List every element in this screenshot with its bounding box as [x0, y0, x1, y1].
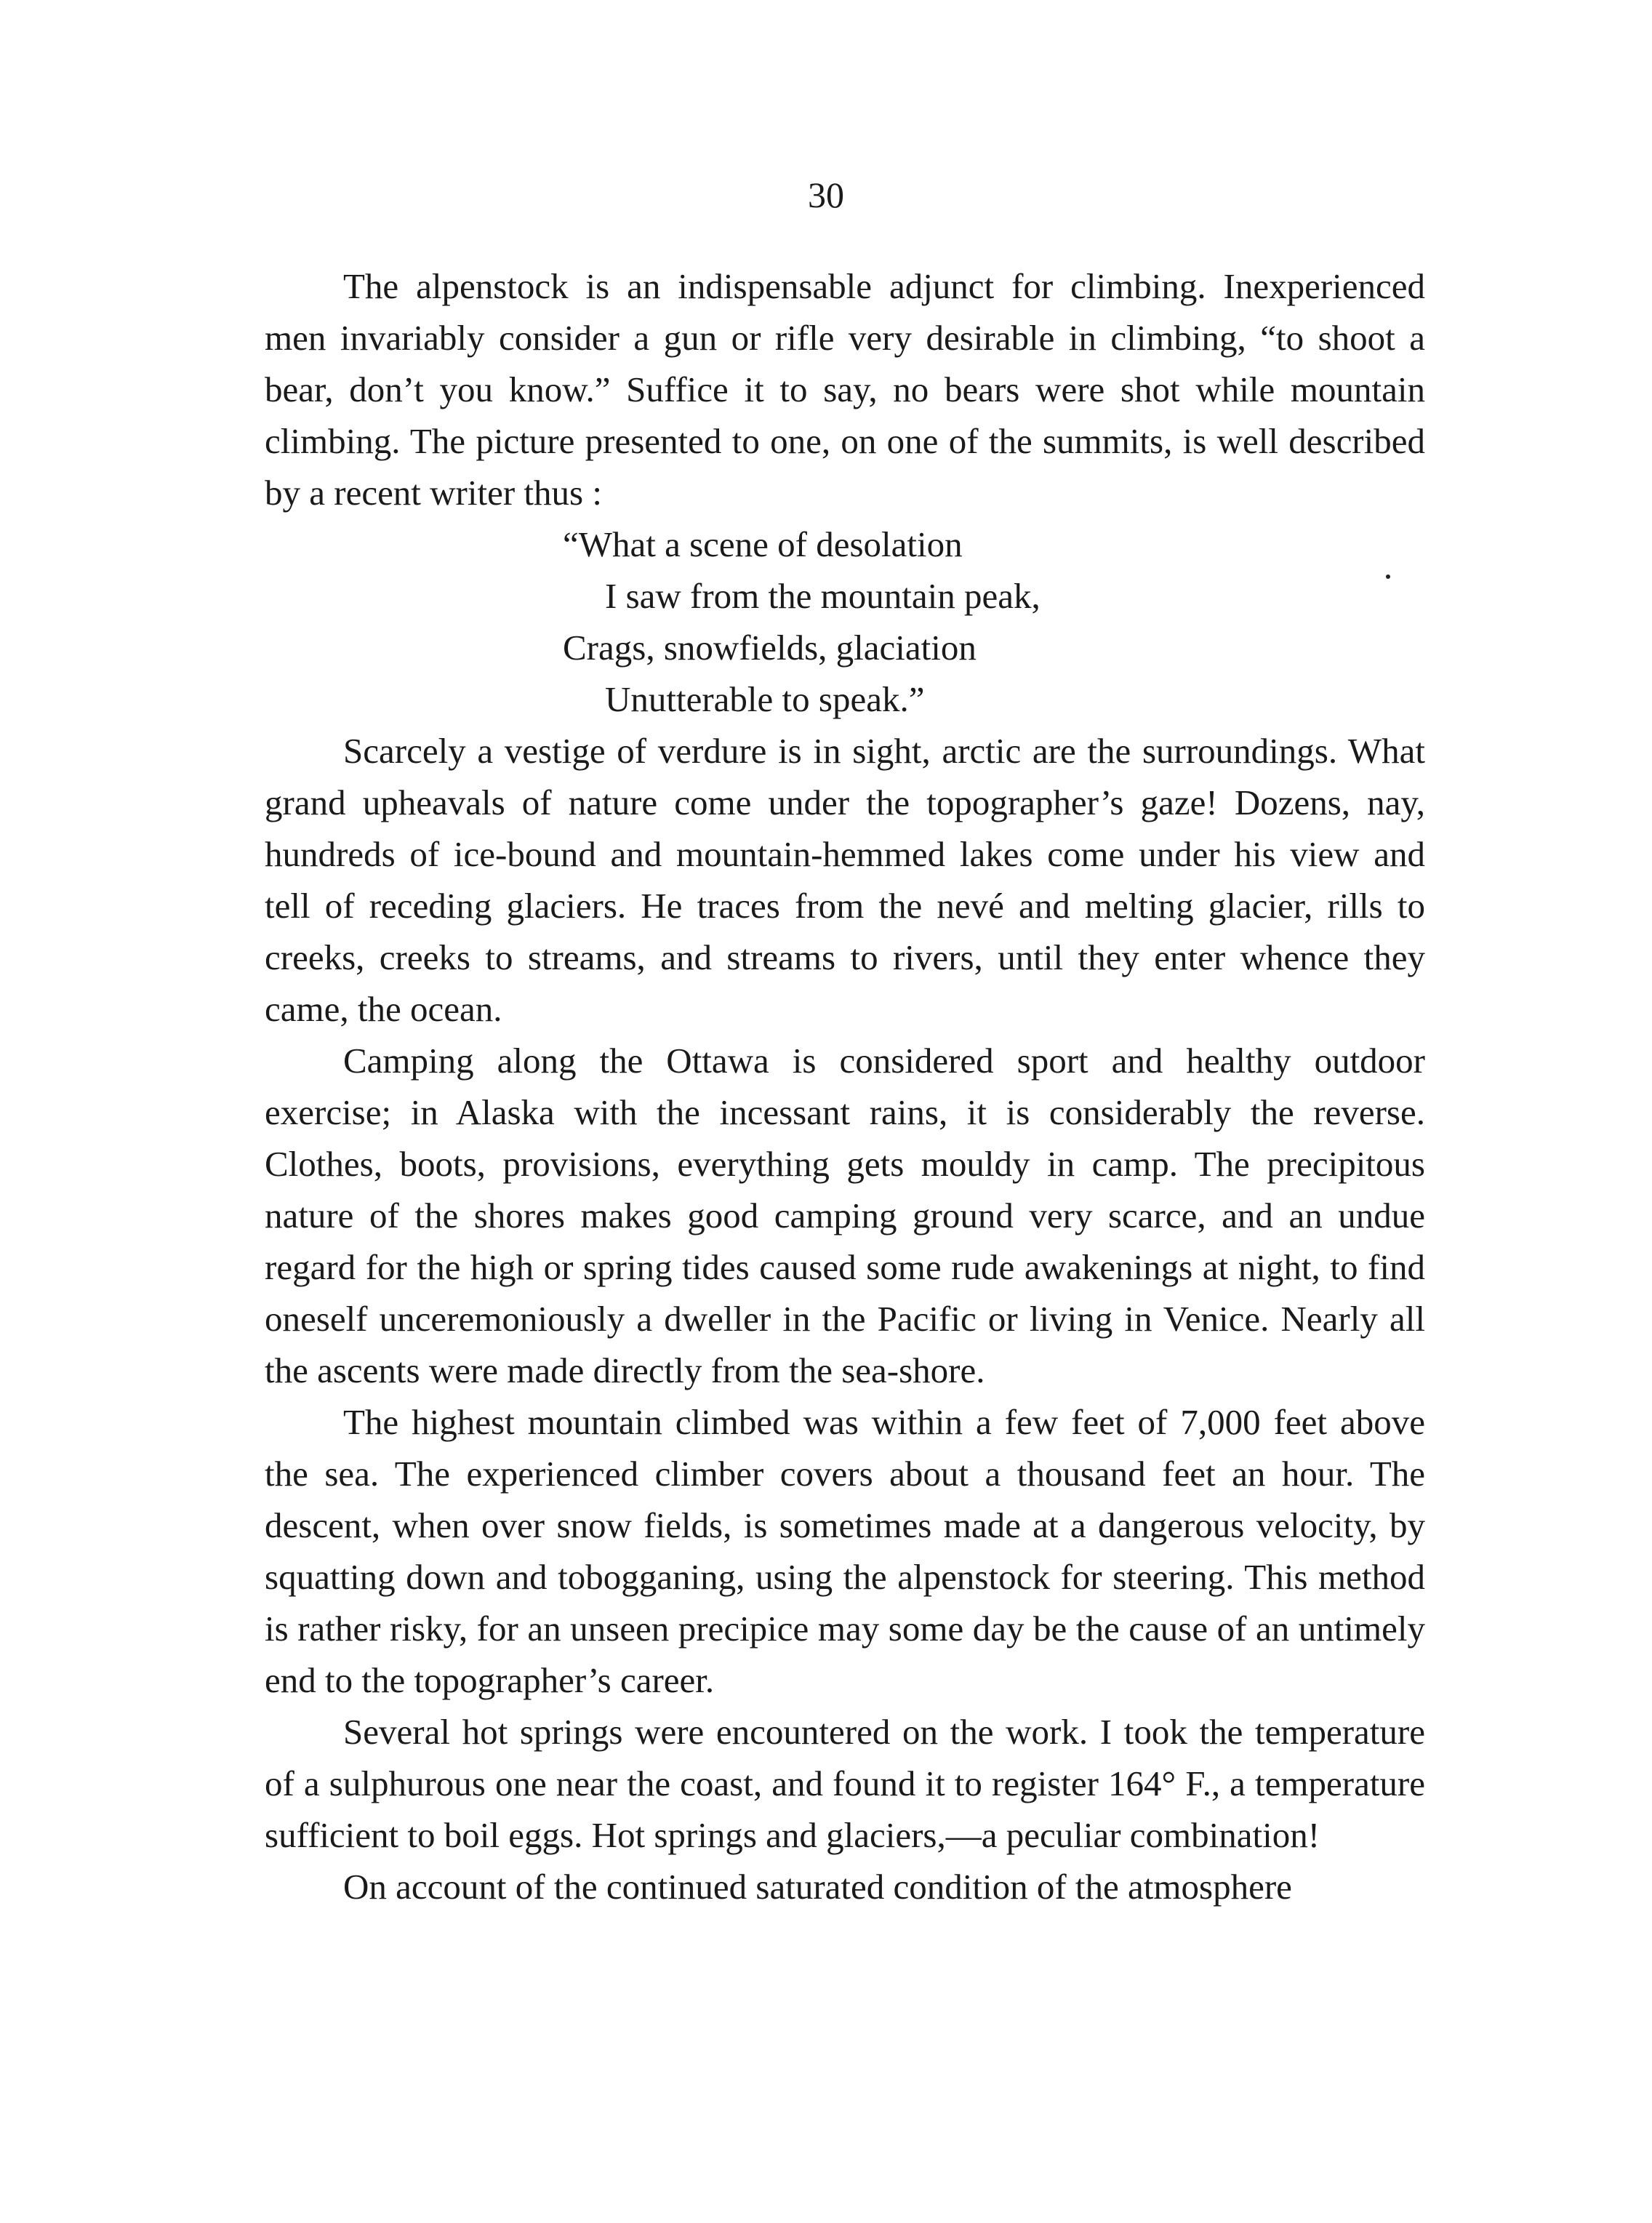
quoted-poem	[563, 518, 1425, 725]
paragraph-camping: Camping along the Ottawa is considered sport and healthy outdoor exercise; in Alaska with the incessant rains, it is considerably the reverse. Clothes, boots, provisions, everything gets mouldy in camp. The precipitous nature of the shores makes good camping ground very scarce, and an undue regard for the high or spring tides caused some rude awakenings at night, to find oneself unceremoniously a dweller in the Pacific or living in Venice. Nearly all the ascents were made directly from the sea-shore.	[265, 1041, 1425, 1390]
poem-line: I saw from the mountain peak,	[605, 576, 1040, 616]
page-number: 30	[808, 175, 844, 215]
poem-line: “What a scene of desolation	[563, 524, 963, 564]
paragraph-alpenstock: The alpenstock is an indispensable adjunct for climbing. Inexperienced men invariably consider a gun or rifle very desirable in climbing, “to shoot a bear, don’t you know.” Suffice it to say, no bears were shot while mountain climbing. The picture presented to one, on one of the summits, is well described by a recent writer thus :	[265, 266, 1425, 513]
paragraph-hot-springs: Several hot springs were encountered on the work. I took the temperature of a sulphurous one near the coast, and found it to register 164° F., a temperature sufficient to boil eggs. Hot springs and glaciers,—a peculiar combination!	[265, 1712, 1425, 1855]
poem-line: Unutterable to speak.”	[605, 679, 925, 719]
paragraph-verdure: Scarcely a vestige of verdure is in sight, arctic are the surroundings. What grand upheavals of nature come under the topographer’s gaze! Dozens, nay, hundreds of ice-bound and mountain-hemmed lakes come under his view and tell of receding glaciers. He traces from the nevé and melting glacier, rills to creeks, creeks to streams, and streams to rivers, until they enter whence they came, the ocean.	[265, 731, 1425, 1029]
body-text	[265, 260, 1425, 1912]
poem-line: Crags, snowfields, glaciation	[563, 628, 977, 668]
paragraph-atmosphere: On account of the continued saturated condition of the atmosphere	[343, 1867, 1292, 1907]
paragraph-highest-mountain: The highest mountain climbed was within a few feet of 7,000 feet above the sea. The experienced climber covers about a thousand feet an hour. The descent, when over snow fields, is sometimes made at a dangerous velocity, by squatting down and tobogganing, using the alpenstock for steering. This method is rather risky, for an unseen precipice may some day be the cause of an untimely end to the topographer’s career.	[265, 1402, 1425, 1700]
